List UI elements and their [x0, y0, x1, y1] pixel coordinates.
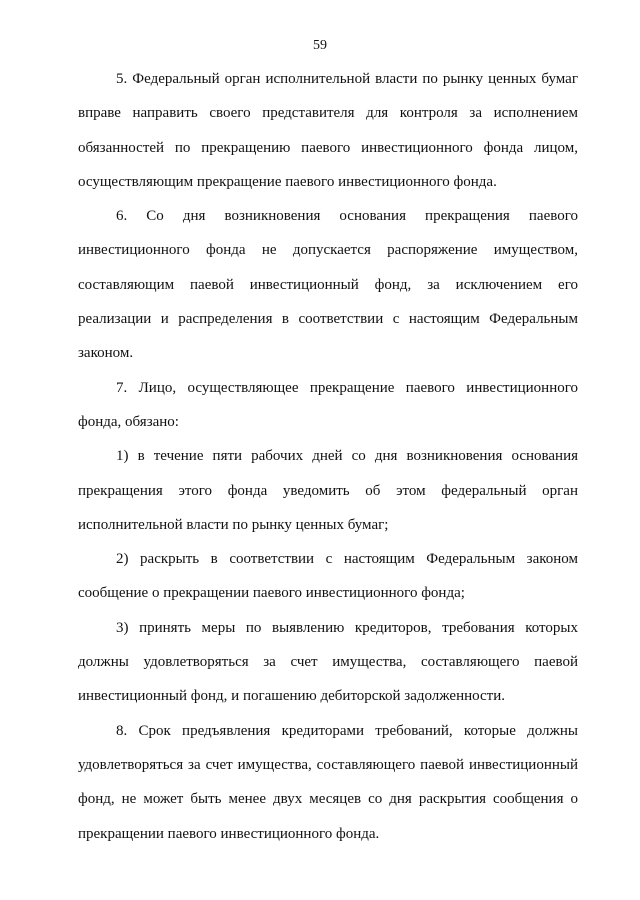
- paragraph-8: 8. Срок предъявления кредиторами требований, которые должны удовлетворяться за счет имущества, составляющего паевой инвестиционный фонд, не может быть менее двух месяцев со дня раскрытия сообщения о прекращении паевого инвестиционного фонда.: [78, 722, 578, 842]
- document-body: [78, 62, 578, 851]
- list-item-3: 3) принять меры по выявлению кредиторов, требования которых должны удовлетворяться за счет имущества, составляющего паевой инвестиционный фонд, и погашению дебиторской задолженности.: [78, 619, 578, 705]
- paragraph-5: 5. Федеральный орган исполнительной власти по рынку ценных бумаг вправе направить своего представителя для контроля за исполнением обязанностей по прекращению паевого инвестиционного фонда лицом, осуществляющим прекращение паевого инвестиционного фонда.: [78, 71, 578, 190]
- page-number: 59: [313, 38, 327, 53]
- paragraph-7: 7. Лицо, осуществляющее прекращение паевого инвестиционного фонда, обязано:: [78, 379, 578, 430]
- paragraph-6: 6. Со дня возникновения основания прекращения паевого инвестиционного фонда не допускается распоряжение имуществом, составляющим паевой инвестиционный фонд, за исключением его реализации и распределения в соответствии с настоящим Федеральным законом.: [78, 208, 578, 362]
- list-item-1: 1) в течение пяти рабочих дней со дня возникновения основания прекращения этого фонда уведомить об этом федеральный орган исполнительной власти по рынку ценных бумаг;: [78, 448, 578, 533]
- list-item-2: 2) раскрыть в соответствии с настоящим Федеральным законом сообщение о прекращении паевого инвестиционного фонда;: [78, 551, 578, 602]
